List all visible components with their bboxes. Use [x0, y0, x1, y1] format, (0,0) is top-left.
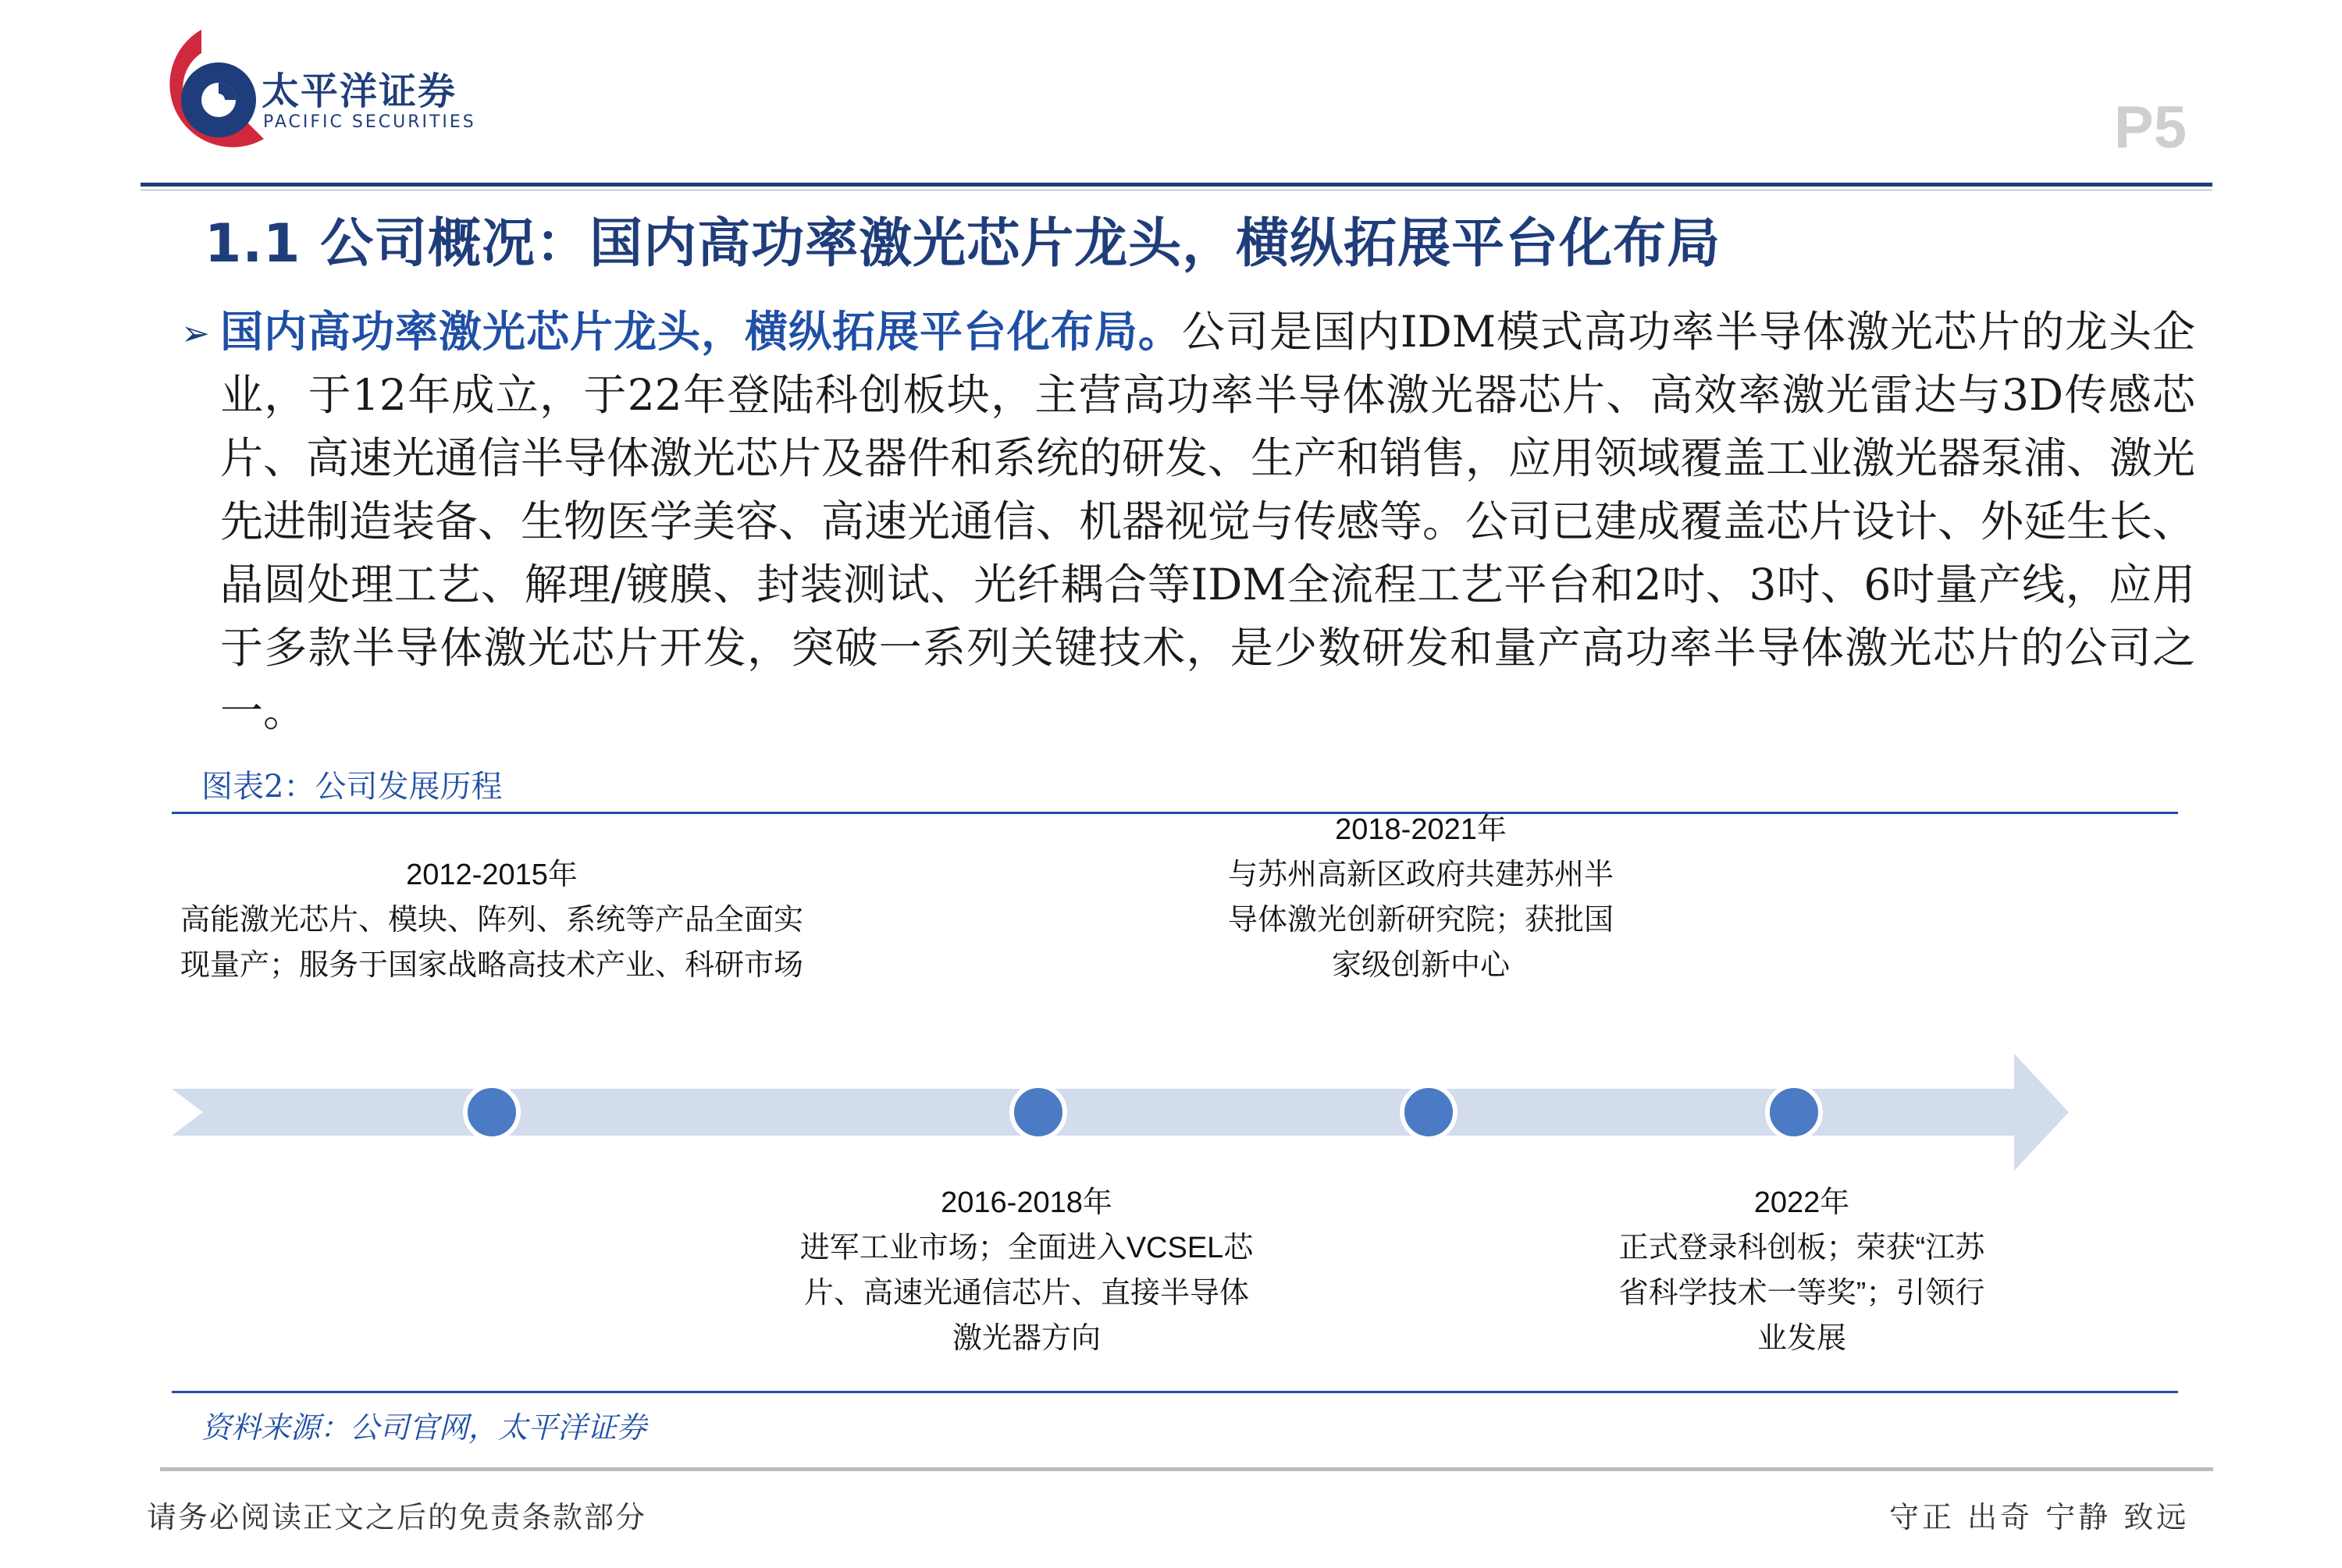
page-number: P5	[2114, 94, 2187, 161]
footer-disclaimer: 请务必阅读正文之后的免责条款部分	[147, 1500, 647, 1534]
timeline-dot-2016	[1012, 1086, 1065, 1139]
footer-divider	[160, 1467, 2213, 1471]
body-paragraph	[220, 300, 2195, 743]
logo-chinese-name: 太平洋证券	[262, 69, 457, 113]
figure-bottom-rule	[172, 1391, 2178, 1393]
logo-english-name: PACIFIC SECURITIES	[263, 112, 476, 132]
timeline-event-2012	[180, 852, 804, 988]
figure-top-rule	[172, 812, 2178, 814]
header-divider	[141, 183, 2212, 187]
event-year: 2012-2015年	[406, 859, 578, 891]
paragraph-lead: 国内高功率激光芯片龙头，横纵拓展平台化布局。	[220, 306, 1182, 357]
timeline-arrow	[172, 1054, 2186, 1171]
timeline-dot-2022	[1767, 1086, 1821, 1139]
timeline-event-2022	[1607, 1180, 1997, 1361]
event-description: 高能激光芯片、模块、阵列、系统等产品全面实现量产；服务于国家战略高技术产业、科研市场	[180, 904, 803, 982]
paragraph-body: 公司是国内IDM模式高功率半导体激光芯片的龙头企业，于12年成立，于22年登陆科创板块，主营高功率半导体激光器芯片、高效率激光雷达与3D传感芯片、高速光通信半导体激光芯片及器件和系统的研发、生产和销售，应用领域覆盖工业激光器泵浦、激光先进制造装备、生物医学美容、高速光通信、机器视觉与传感等。公司已建成覆盖芯片设计、外延生长、晶圆处理工艺、解理/镀膜、封装测试、光纤耦合等IDM全流程工艺平台和2吋、3吋、6吋量产线，应用于多款半导体激光芯片开发，突破一系列关键技术，是少数研发和量产高功率半导体激光芯片的公司之一。	[220, 307, 2196, 736]
event-year: 2016-2018年	[941, 1186, 1112, 1219]
event-description: 正式登录科创板；荣获“江苏省科学技术一等奖”；引领行业发展	[1618, 1232, 1985, 1355]
figure-caption: 图表2：公司发展历程	[201, 769, 503, 805]
event-year: 2018-2021年	[1335, 813, 1507, 846]
section-title: 1.1 公司概况：国内高功率激光芯片龙头，横纵拓展平台化布局	[205, 213, 1721, 275]
timeline-event-2016	[792, 1180, 1261, 1361]
event-description: 与苏州高新区政府共建苏州半导体激光创新研究院；获批国家级创新中心	[1227, 859, 1614, 982]
timeline-dot-2018	[1402, 1086, 1455, 1139]
timeline-dot-2012	[465, 1086, 518, 1139]
footer-motto: 守正 出奇 宁静 致远	[1889, 1500, 2190, 1534]
timeline-event-2018	[1226, 807, 1616, 988]
event-year: 2022年	[1753, 1186, 1850, 1219]
event-description: 进军工业市场；全面进入VCSEL芯片、高速光通信芯片、直接半导体激光器方向	[799, 1232, 1254, 1355]
figure-source: 资料来源：公司官网，太平洋证券	[201, 1410, 647, 1445]
bullet-arrow-icon: ➢	[181, 314, 210, 354]
